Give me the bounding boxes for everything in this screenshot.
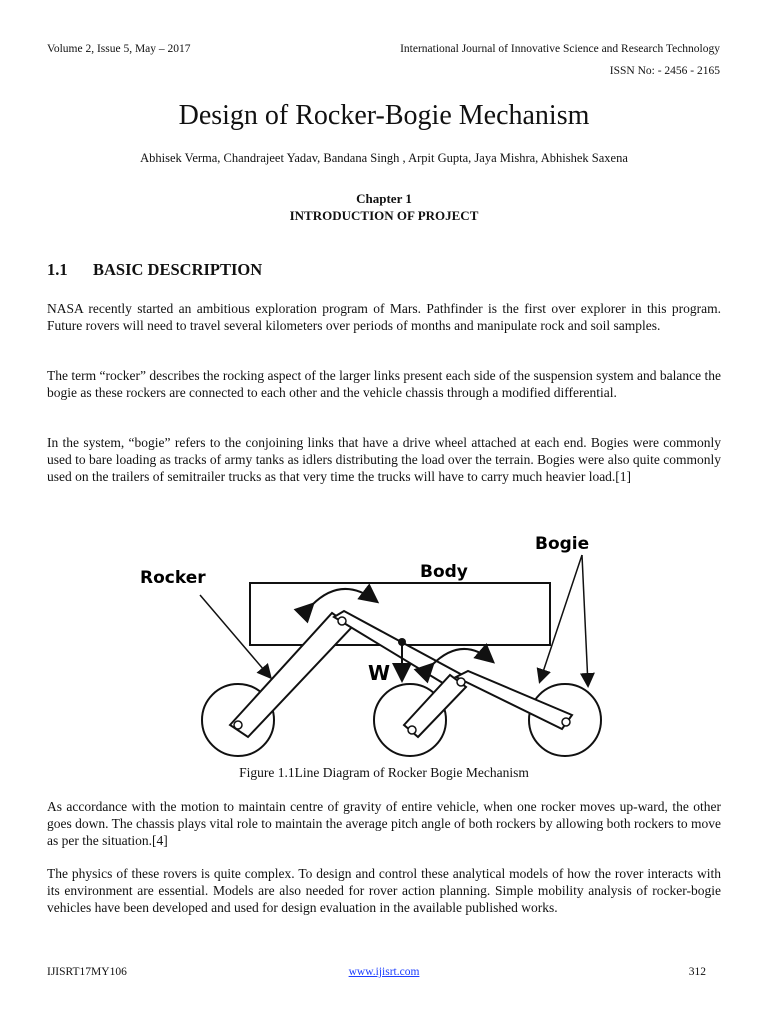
header-journal: International Journal of Innovative Science and Research Technology — [400, 43, 720, 55]
bogie-label: Bogie — [535, 534, 590, 554]
paper-authors: Abhisek Verma, Chandrajeet Yadav, Bandana Singh , Arpit Gupta, Jaya Mishra, Abhishek Saxena — [140, 151, 628, 165]
rocker-label: Rocker — [140, 568, 206, 588]
chapter-heading — [0, 190, 768, 224]
section-title: BASIC DESCRIPTION — [93, 260, 263, 279]
bogie-pivot — [457, 678, 465, 686]
footer-id: IJISRT17MY106 — [47, 966, 127, 978]
chapter-title: INTRODUCTION OF PROJECT — [289, 208, 479, 223]
footer-url-link[interactable]: www.ijisrt.com — [348, 966, 420, 978]
bogie-pointer-b — [582, 555, 588, 685]
rocker-bogie-diagram — [120, 525, 660, 765]
axle-left — [234, 721, 242, 729]
center-of-gravity-dot — [398, 638, 406, 646]
weight-label: W — [368, 661, 391, 685]
figure-caption: Figure 1.1Line Diagram of Rocker Bogie Mechanism — [239, 765, 529, 780]
paragraph: The physics of these rovers is quite complex. To design and control these analytical models of how the rover interacts with its environment are essential. Models are also needed for rover action planning. Simple mobility analysis of rocker-bogie vehicles have been developed and used for design evaluation in the available published works. — [47, 866, 721, 915]
axle-middle — [408, 726, 416, 734]
section-heading — [47, 260, 262, 280]
header-volume: Volume 2, Issue 5, May – 2017 — [47, 43, 191, 55]
section-number: 1.1 — [47, 260, 68, 279]
body-rect — [250, 583, 550, 645]
axle-right — [562, 718, 570, 726]
chapter-label: Chapter 1 — [356, 191, 412, 206]
rocker-link-a — [230, 613, 352, 737]
paper-title: Design of Rocker-Bogie Mechanism — [178, 100, 590, 131]
paragraph: In the system, “bogie” refers to the conjoining links that have a drive wheel attached at each end. Bogies were commonly used to bare loading as tracks of army tanks as idlers distributing the load over the terrain. Bogies were also quite commonly used on the trailers of semitrailer trucks as that very time the trucks will have to carry much heavier load.[1] — [47, 435, 721, 484]
paragraph: NASA recently started an ambitious exploration program of Mars. Pathfinder is the first over explorer in this program. Future rovers will need to travel several kilometers over periods of months and manipulate rock and soil samples. — [47, 301, 721, 333]
rocker-pointer — [200, 595, 270, 677]
paragraph: The term “rocker” describes the rocking aspect of the larger links present each side of the suspension system and balance the bogie as these rockers are connected to each other and the vehicle chassis through a modified differential. — [47, 368, 721, 400]
body-label: Body — [420, 562, 468, 582]
rocker-pivot — [338, 617, 346, 625]
footer-url-wrap — [0, 966, 768, 978]
bogie-pointer-a — [540, 555, 582, 681]
rocker-bogie-figure — [120, 525, 660, 765]
paragraph: As accordance with the motion to maintain centre of gravity of entire vehicle, when one rocker moves up-ward, the other goes down. The chassis plays vital role to maintain the average pitch angle of both rockers by allowing both rockers to move as per the situation.[4] — [47, 799, 721, 848]
footer-page-number: 312 — [688, 966, 706, 978]
rocker-rotation-arrow — [312, 589, 376, 605]
header-issn: ISSN No: - 2456 - 2165 — [609, 65, 720, 77]
